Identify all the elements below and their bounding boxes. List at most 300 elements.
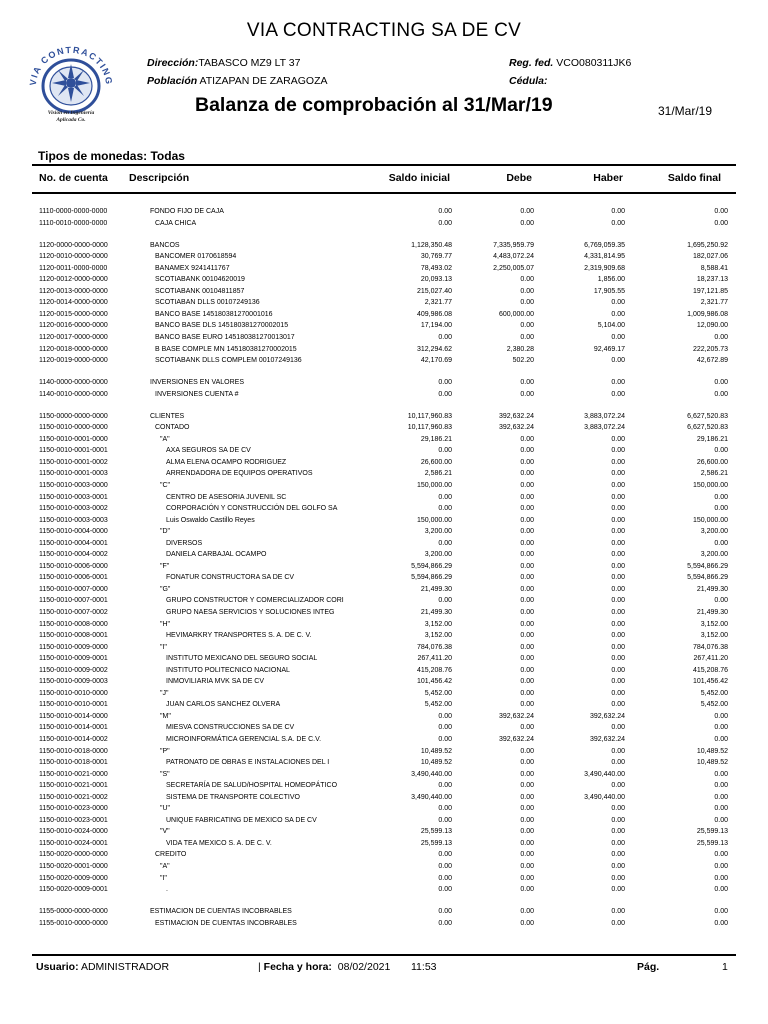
account-number: 1150-0010-0003-0002 [39,505,108,513]
account-description: ARRENDADORA DE EQUIPOS OPERATIVOS [166,470,313,478]
haber-value: 2,319,909.68 [584,264,625,272]
debe-value: 502.20 [512,357,534,365]
table-row [0,344,768,356]
table-row [0,619,768,631]
saldo-final-value: 3,152.00 [700,620,728,628]
table-row [0,792,768,804]
saldo-inicial-value: 2,586.21 [424,470,452,478]
footer-time: 11:53 [411,961,437,973]
account-number: 1150-0010-0024-0001 [39,839,108,847]
debe-value: 0.00 [520,793,534,801]
table-row [0,320,768,332]
saldo-inicial-value: 415,208.76 [416,666,452,674]
saldo-inicial-value: 150,000.00 [416,481,452,489]
saldo-inicial-value: 10,117,960.83 [407,412,452,420]
account-number: 1120-0015-0000-0000 [39,310,108,318]
debe-value: 392,632.24 [498,412,534,420]
debe-value: 0.00 [520,505,534,513]
saldo-inicial-value: 0.00 [438,505,452,513]
saldo-inicial-value: 3,152.00 [424,620,452,628]
col-header-saldo-final: Saldo final [667,172,721,184]
haber-value: 0.00 [611,585,625,593]
row-spacer [0,400,768,411]
table-row [0,769,768,781]
logo-top-text: VIA CONTRACTING [27,44,115,87]
saldo-final-value: 5,452.00 [700,689,728,697]
debe-value: 0.00 [520,886,534,894]
table-row [0,572,768,584]
saldo-inicial-value: 2,321.77 [424,299,452,307]
account-description: FONATUR CONSTRUCTORA SA DE CV [166,574,295,582]
haber-value: 0.00 [611,528,625,536]
table-row [0,389,768,401]
debe-value: 0.00 [520,655,534,663]
account-number: 1150-0010-0003-0000 [39,481,108,489]
haber-value: 3,883,072.24 [584,412,625,420]
haber-value: 92,469.17 [593,345,625,353]
saldo-inicial-value: 3,490,440.00 [411,770,452,778]
debe-value: 392,632.24 [498,736,534,744]
table-row [0,722,768,734]
account-number: 1150-0010-0001-0000 [39,435,108,443]
debe-value: 0.00 [520,851,534,859]
account-description: BANCO BASE EURO 145180381270013017 [155,333,295,341]
haber-value: 0.00 [611,357,625,365]
debe-value: 0.00 [520,828,534,836]
saldo-inicial-value: 0.00 [438,493,452,501]
account-description: SCOTIABANK DLLS COMPLEM 00107249136 [155,357,302,365]
table-row [0,826,768,838]
account-description: CENTRO DE ASESORIA JUVENIL SC [166,493,287,501]
account-number: 1120-0018-0000-0000 [39,345,108,353]
table-row [0,746,768,758]
reg-fed-value: VCO080311JK6 [556,57,632,69]
saldo-final-value: 0.00 [714,874,728,882]
account-number: 1120-0011-0000-0000 [39,264,108,272]
debe-value: 0.00 [520,863,534,871]
saldo-inicial-value: 267,411.20 [417,655,452,663]
table-row [0,492,768,504]
col-header-haber: Haber [593,172,623,184]
table-row [0,218,768,230]
account-number: 1150-0010-0006-0001 [39,574,108,582]
haber-value: 0.00 [611,597,625,605]
debe-value: 0.00 [520,747,534,755]
account-number: 1150-0010-0001-0001 [39,447,108,455]
table-row [0,434,768,446]
account-description: BANAMEX 9241411767 [155,264,230,272]
haber-value: 0.00 [611,874,625,882]
col-header-descripcion: Descripción [129,172,190,184]
table-row [0,918,768,930]
table-row [0,757,768,769]
saldo-inicial-value: 3,152.00 [424,632,452,640]
saldo-final-value: 21,499.30 [696,585,728,593]
saldo-inicial-value: 0.00 [438,874,452,882]
table-row [0,642,768,654]
account-description: FONDO FIJO DE CAJA [150,208,224,215]
saldo-final-value: 0.00 [714,539,728,547]
haber-value: 0.00 [611,505,625,513]
debe-value: 0.00 [520,816,534,824]
table-row [0,332,768,344]
debe-value: 600,000.00 [498,310,534,318]
haber-value: 0.00 [611,379,625,387]
table-row [0,206,768,218]
account-description: MIESVA CONSTRUCCIONES SA DE CV [166,724,295,732]
table-row [0,355,768,367]
table-row [0,815,768,827]
saldo-inicial-value: 0.00 [438,736,452,744]
account-description: ESTIMACION DE CUENTAS INCOBRABLES [155,919,297,927]
debe-value: 4,483,072.24 [493,253,534,261]
haber-value: 0.00 [611,805,625,813]
table-row [0,838,768,850]
haber-value: 0.00 [611,333,625,341]
account-number: 1150-0010-0009-0001 [39,655,108,663]
fecha-value: 08/02/2021 [337,961,391,973]
table-row [0,803,768,815]
table-row [0,468,768,480]
account-description: SECRETARÍA DE SALUD/HOSPITAL HOMEOPÁTICO [166,782,338,790]
debe-value: 0.00 [520,481,534,489]
account-number: 1150-0010-0001-0002 [39,458,108,466]
saldo-final-value: 1,695,250.92 [687,241,728,249]
debe-value: 0.00 [520,759,534,767]
saldo-final-value: 150,000.00 [692,516,728,524]
saldo-inicial-value: 1,128,350.48 [411,241,452,249]
account-description: . [166,886,168,894]
haber-value: 0.00 [611,701,625,709]
saldo-inicial-value: 409,986.08 [416,310,452,318]
debe-value: 0.00 [520,470,534,478]
account-description: "M" [160,712,171,720]
table-row [0,734,768,746]
table-row [0,549,768,561]
table-row [0,653,768,665]
header-bottom-rule [32,192,736,194]
account-description: INMOVILIARIA MVK SA DE CV [166,678,265,686]
account-description: INSTITUTO POLITECNICO NACIONAL [166,666,290,674]
saldo-inicial-value: 0.00 [438,447,452,455]
account-number: 1150-0010-0023-0000 [39,805,108,813]
report-title: Balanza de comprobación al 31/Mar/19 [195,94,553,116]
account-description: PATRONATO DE OBRAS E INSTALACIONES DEL I [166,759,330,767]
pag-value: 1 [722,961,728,973]
debe-value: 0.00 [520,666,534,674]
account-number: 1150-0010-0007-0002 [39,609,108,616]
saldo-inicial-value: 0.00 [438,333,452,341]
debe-value: 0.00 [520,585,534,593]
saldo-final-value: 26,600.00 [696,458,728,466]
saldo-inicial-value: 0.00 [438,908,452,916]
account-description: CLIENTES [150,412,185,420]
haber-value: 0.00 [611,539,625,547]
haber-value: 1,856.00 [597,276,625,284]
haber-value: 4,331,814.95 [584,253,625,261]
debe-value: 0.00 [520,609,534,616]
haber-value: 0.00 [611,839,625,847]
saldo-inicial-value: 0.00 [438,886,452,894]
debe-value: 0.00 [520,919,534,927]
saldo-inicial-value: 0.00 [438,816,452,824]
account-number: 1120-0013-0000-0000 [39,287,108,295]
account-description: CREDITO [155,851,187,859]
account-description: "A" [160,863,170,871]
saldo-final-value: 0.00 [714,505,728,513]
haber-value: 0.00 [611,574,625,582]
account-number: 1150-0010-0014-0001 [39,724,108,732]
debe-value: 0.00 [520,839,534,847]
account-number: 1150-0010-0021-0001 [39,782,108,790]
table-row [0,688,768,700]
usuario-label: Usuario: [36,961,79,973]
haber-value: 3,490,440.00 [584,793,625,801]
debe-value: 0.00 [520,539,534,547]
account-description: CORPORACIÓN Y CONSTRUCCIÓN DEL GOLFO SA [166,505,338,513]
account-number: 1150-0010-0007-0000 [39,585,108,593]
account-description: SCOTIABANK 00104620019 [155,276,245,284]
table-row [0,861,768,873]
saldo-final-value: 3,152.00 [700,632,728,640]
saldo-inicial-value: 0.00 [438,724,452,732]
header-top-rule [32,164,736,166]
table-row [0,503,768,515]
debe-value: 0.00 [520,782,534,790]
saldo-final-value: 0.00 [714,793,728,801]
account-number: 1120-0019-0000-0000 [39,357,108,365]
pag-label: Pág. [637,961,660,973]
table-row [0,849,768,861]
saldo-final-value: 2,586.21 [700,470,728,478]
account-number: 1150-0010-0014-0000 [39,712,108,720]
saldo-inicial-value: 0.00 [438,919,452,927]
debe-value: 0.00 [520,597,534,605]
haber-value: 0.00 [611,219,625,227]
haber-value: 0.00 [611,551,625,559]
table-row [0,676,768,688]
saldo-final-value: 0.00 [714,919,728,927]
saldo-final-value: 25,599.13 [696,828,728,836]
row-spacer [0,229,768,240]
saldo-inicial-value: 5,452.00 [424,701,452,709]
debe-value: 0.00 [520,528,534,536]
account-number: 1120-0016-0000-0000 [39,322,108,330]
table-row [0,595,768,607]
saldo-final-value: 1,009,986.08 [687,310,728,318]
account-description: "A" [160,435,170,443]
haber-value: 392,632.24 [589,712,625,720]
account-number: 1150-0010-0018-0001 [39,759,108,767]
saldo-final-value: 6,627,520.83 [687,424,728,432]
cedula-label: Cédula: [509,75,548,87]
table-row [0,274,768,286]
saldo-final-value: 2,321.77 [700,299,728,307]
account-description: ESTIMACION DE CUENTAS INCOBRABLES [150,908,292,916]
account-description: JUAN CARLOS SANCHEZ OLVERA [166,701,281,709]
account-number: 1110-0010-0000-0000 [39,219,108,227]
haber-value: 0.00 [611,816,625,824]
debe-value: 0.00 [520,678,534,686]
account-number: 1155-0010-0000-0000 [39,919,108,927]
poblacion [147,75,328,87]
table-row [0,515,768,527]
saldo-final-value: 0.00 [714,886,728,894]
saldo-final-value: 0.00 [714,447,728,455]
account-number: 1150-0010-0018-0000 [39,747,108,755]
haber-value: 0.00 [611,655,625,663]
account-number: 1150-0010-0008-0000 [39,620,108,628]
row-spacer [0,896,768,907]
table-row [0,630,768,642]
haber-value: 0.00 [611,609,625,616]
haber-value: 6,769,059.35 [584,241,625,249]
saldo-final-value: 8,588.41 [700,264,728,272]
saldo-final-value: 0.00 [714,782,728,790]
cedula [509,75,548,87]
haber-value: 0.00 [611,678,625,686]
account-description: INSTITUTO MEXICANO DEL SEGURO SOCIAL [166,655,318,663]
account-number: 1155-0000-0000-0000 [39,908,108,916]
saldo-inicial-value: 5,594,866.29 [411,574,452,582]
haber-value: 0.00 [611,493,625,501]
saldo-inicial-value: 101,456.42 [416,678,452,686]
reg-fed-label: Reg. fed. [509,57,554,69]
account-number: 1150-0020-0001-0000 [39,863,108,871]
haber-value: 0.00 [611,481,625,489]
haber-value: 0.00 [611,828,625,836]
account-description: "U" [160,805,171,813]
account-description: "V" [160,828,170,836]
table-row [0,480,768,492]
account-number: 1120-0017-0000-0000 [39,333,108,341]
account-number: 1150-0010-0009-0002 [39,666,108,674]
saldo-final-value: 197,121.85 [692,287,728,295]
account-number: 1150-0010-0024-0000 [39,828,108,836]
saldo-inicial-value: 0.00 [438,805,452,813]
debe-value: 0.00 [520,562,534,570]
balance-table [0,206,768,929]
account-description: DANIELA CARBAJAL OCAMPO [166,551,267,559]
haber-value: 0.00 [611,782,625,790]
account-description: "H" [160,620,171,628]
saldo-final-value: 0.00 [714,597,728,605]
saldo-final-value: 0.00 [714,219,728,227]
account-description: ALMA ELENA OCAMPO RODRIGUEZ [166,458,287,466]
saldo-inicial-value: 21,499.30 [420,609,452,616]
debe-value: 0.00 [520,276,534,284]
account-number: 1150-0010-0004-0002 [39,551,108,559]
debe-value: 0.00 [520,516,534,524]
account-description: "F" [160,562,170,570]
saldo-inicial-value: 30,769.77 [420,253,452,261]
account-number: 1150-0010-0006-0000 [39,562,108,570]
saldo-inicial-value: 10,489.52 [420,747,452,755]
account-number: 1150-0010-0010-0000 [39,689,108,697]
haber-value: 392,632.24 [589,736,625,744]
account-description: SCOTIABAN DLLS 00107249136 [155,299,260,307]
saldo-final-value: 18,237.13 [696,276,728,284]
account-description: UNIQUE FABRICATING DE MEXICO SA DE CV [166,816,317,824]
debe-value: 0.00 [520,874,534,882]
saldo-final-value: 0.00 [714,208,728,215]
account-description: AXA SEGUROS SA DE CV [166,447,251,455]
haber-value: 0.00 [611,747,625,755]
saldo-inicial-value: 0.00 [438,208,452,215]
haber-value: 0.00 [611,620,625,628]
saldo-inicial-value: 5,594,866.29 [411,562,452,570]
saldo-final-value: 5,452.00 [700,701,728,709]
table-row [0,297,768,309]
table-row [0,309,768,321]
account-description: HEVIMARKRY TRANSPORTES S. A. DE C. V. [166,632,312,640]
debe-value: 0.00 [520,908,534,916]
haber-value: 0.00 [611,458,625,466]
account-description: Luis Oswaldo Castillo Reyes [166,516,255,524]
account-number: 1150-0010-0003-0003 [39,516,108,524]
usuario-value: ADMINISTRADOR [80,961,170,973]
saldo-final-value: 42,672.89 [696,357,728,365]
account-number: 1150-0020-0009-0001 [39,886,108,894]
direccion [147,57,300,69]
saldo-final-value: 25,599.13 [696,839,728,847]
saldo-inicial-value: 5,452.00 [424,689,452,697]
saldo-final-value: 29,186.21 [696,435,728,443]
debe-value: 0.00 [520,390,534,398]
haber-value: 3,490,440.00 [584,770,625,778]
account-description: DIVERSOS [166,539,203,547]
account-description: VIDA TEA MEXICO S. A. DE C. V. [166,839,272,847]
currency-types: Tipos de monedas: Todas [38,149,185,163]
account-number: 1150-0020-0009-0000 [39,874,108,882]
account-description: BANCOMER 0170618594 [155,253,237,261]
account-description: BANCOS [150,241,180,249]
report-date: 31/Mar/19 [657,104,712,118]
account-number: 1150-0010-0000-0000 [39,424,108,432]
company-logo [22,42,120,126]
table-row [0,538,768,550]
saldo-final-value: 0.00 [714,770,728,778]
haber-value: 0.00 [611,390,625,398]
saldo-inicial-value: 3,200.00 [424,551,452,559]
debe-value: 0.00 [520,805,534,813]
debe-value: 0.00 [520,447,534,455]
saldo-inicial-value: 0.00 [438,597,452,605]
haber-value: 0.00 [611,562,625,570]
account-number: 1150-0010-0009-0003 [39,678,108,686]
saldo-inicial-value: 0.00 [438,863,452,871]
footer-user [36,961,169,973]
table-row [0,263,768,275]
saldo-final-value: 0.00 [714,816,728,824]
table-row [0,457,768,469]
saldo-final-value: 0.00 [714,805,728,813]
table-row [0,445,768,457]
saldo-final-value: 267,411.20 [693,655,728,663]
saldo-inicial-value: 0.00 [438,851,452,859]
saldo-final-value: 10,489.52 [696,747,728,755]
saldo-final-value: 21,499.30 [696,609,728,616]
debe-value: 2,380.28 [506,345,534,353]
account-number: 1110-0000-0000-0000 [39,208,108,215]
saldo-inicial-value: 25,599.13 [420,839,452,847]
account-number: 1140-0010-0000-0000 [39,390,108,398]
account-description: "I" [160,874,167,882]
haber-value: 0.00 [611,908,625,916]
row-spacer [0,367,768,378]
debe-value: 0.00 [520,287,534,295]
col-header-saldo-inicial: Saldo inicial [388,172,450,184]
